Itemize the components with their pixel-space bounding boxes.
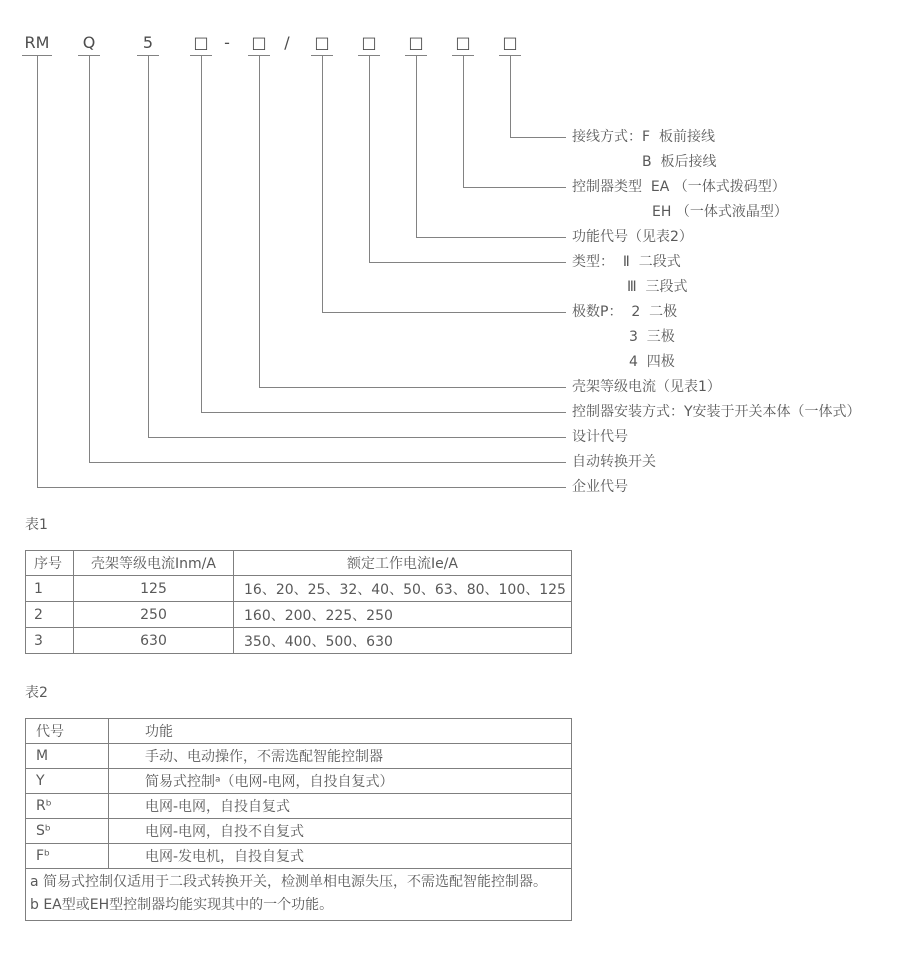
table1-caption: 表1 (25, 517, 48, 533)
label-line: 企业代号 (572, 479, 628, 495)
connector-vline (463, 56, 464, 187)
label-type (572, 250, 688, 300)
table2-function-codes (25, 718, 572, 921)
table-row (26, 844, 572, 869)
label-line: 控制器安装方式：Y安装于开关本体（一体式） (572, 404, 861, 420)
table2-notes-cell (26, 869, 572, 921)
connector-hline (369, 262, 566, 263)
connector-hline (463, 187, 566, 188)
table-cell: 简易式控制ᵃ（电网-电网，自投自复式） (109, 769, 572, 794)
label-frame-current (572, 375, 721, 400)
table-row (26, 602, 572, 628)
model-code-slash: / (284, 33, 290, 52)
table2-header-row (26, 719, 572, 744)
label-line: 类型： Ⅱ 二段式 (572, 254, 681, 270)
connector-vline (89, 56, 90, 462)
label-line: 壳架等级电流（见表1） (572, 379, 721, 395)
table-cell: 125 (74, 576, 234, 602)
model-code-5: 5 (142, 33, 154, 52)
table-cell: 1 (26, 576, 74, 602)
label-controller-type (572, 175, 788, 225)
connector-vline (148, 56, 149, 437)
label-company-code (572, 475, 628, 500)
connector-hline (510, 137, 566, 138)
code-placeholder-box-5: □ (408, 33, 424, 52)
table-cell: Rᵇ (26, 794, 109, 819)
table-row (26, 576, 572, 602)
label-poles (572, 300, 677, 375)
connector-hline (201, 412, 566, 413)
label-line: B 板后接线 (642, 154, 717, 170)
label-design-code (572, 425, 628, 450)
label-line: 功能代号（见表2） (572, 229, 693, 245)
table-cell: M (26, 744, 109, 769)
label-line: 自动转换开关 (572, 454, 656, 470)
table-cell: 手动、电动操作，不需选配智能控制器 (109, 744, 572, 769)
table-cell: 电网-电网，自投自复式 (109, 794, 572, 819)
connector-vline (37, 56, 38, 487)
connector-hline (37, 487, 566, 488)
table2-caption: 表2 (25, 685, 48, 701)
connector-hline (322, 312, 566, 313)
table-cell: 3 (26, 628, 74, 654)
code-placeholder-box-2: □ (251, 33, 267, 52)
model-code-q: Q (82, 33, 96, 52)
table1-frame-current (25, 550, 572, 654)
table1-header-ie: 额定工作电流Ie/A (234, 551, 572, 576)
model-code-dash: - (224, 33, 230, 52)
connector-vline (416, 56, 417, 237)
table2-header-code: 代号 (26, 719, 109, 744)
table-cell: 2 (26, 602, 74, 628)
table2-notes-row (26, 869, 572, 921)
footnote-a: a 简易式控制仅适用于二段式转换开关，检测单相电源失压，不需选配智能控制器。 (30, 874, 548, 890)
connector-hline (259, 387, 566, 388)
table-cell: 电网-发电机，自投自复式 (109, 844, 572, 869)
label-controller-install (572, 400, 861, 425)
code-placeholder-box-3: □ (314, 33, 330, 52)
label-line: Ⅲ 三段式 (627, 279, 688, 295)
footnote-b: b EA型或EH型控制器均能实现其中的一个功能。 (30, 897, 334, 913)
table-cell: 16、20、25、32、40、50、63、80、100、125 (234, 576, 572, 602)
table-cell: 电网-电网，自投不自复式 (109, 819, 572, 844)
label-line: 3 三极 (629, 329, 675, 345)
connector-hline (416, 237, 566, 238)
table-cell: 250 (74, 602, 234, 628)
code-placeholder-box-1: □ (193, 33, 209, 52)
connector-vline (201, 56, 202, 412)
table1-header-inm: 壳架等级电流Inm/A (74, 551, 234, 576)
table2-header-function: 功能 (109, 719, 572, 744)
label-line: 极数P： 2 二极 (572, 304, 678, 320)
code-placeholder-box-4: □ (361, 33, 377, 52)
table-cell: Fᵇ (26, 844, 109, 869)
label-line: 4 四极 (629, 354, 675, 370)
table-row (26, 769, 572, 794)
table-row (26, 744, 572, 769)
connector-vline (510, 56, 511, 137)
label-wiring-method (572, 125, 717, 175)
model-code-rm: RM (24, 33, 50, 52)
label-function-code (572, 225, 693, 250)
label-line: 接线方式：F 板前接线 (572, 129, 715, 145)
connector-hline (148, 437, 566, 438)
connector-hline (89, 462, 566, 463)
table-cell: 160、200、225、250 (234, 602, 572, 628)
table-row (26, 628, 572, 654)
table1-header-index: 序号 (26, 551, 74, 576)
connector-vline (322, 56, 323, 312)
label-line: 设计代号 (572, 429, 628, 445)
table-cell: Y (26, 769, 109, 794)
label-line: 控制器类型 EA （一体式拨码型） (572, 179, 786, 195)
label-line: EH （一体式液晶型） (652, 204, 788, 220)
label-ats (572, 450, 656, 475)
table1-header-row (26, 551, 572, 576)
table-cell: Sᵇ (26, 819, 109, 844)
table-cell: 630 (74, 628, 234, 654)
code-placeholder-box-6: □ (455, 33, 471, 52)
table-cell: 350、400、500、630 (234, 628, 572, 654)
table-row (26, 819, 572, 844)
table-row (26, 794, 572, 819)
connector-vline (369, 56, 370, 262)
connector-vline (259, 56, 260, 387)
code-placeholder-box-7: □ (502, 33, 518, 52)
